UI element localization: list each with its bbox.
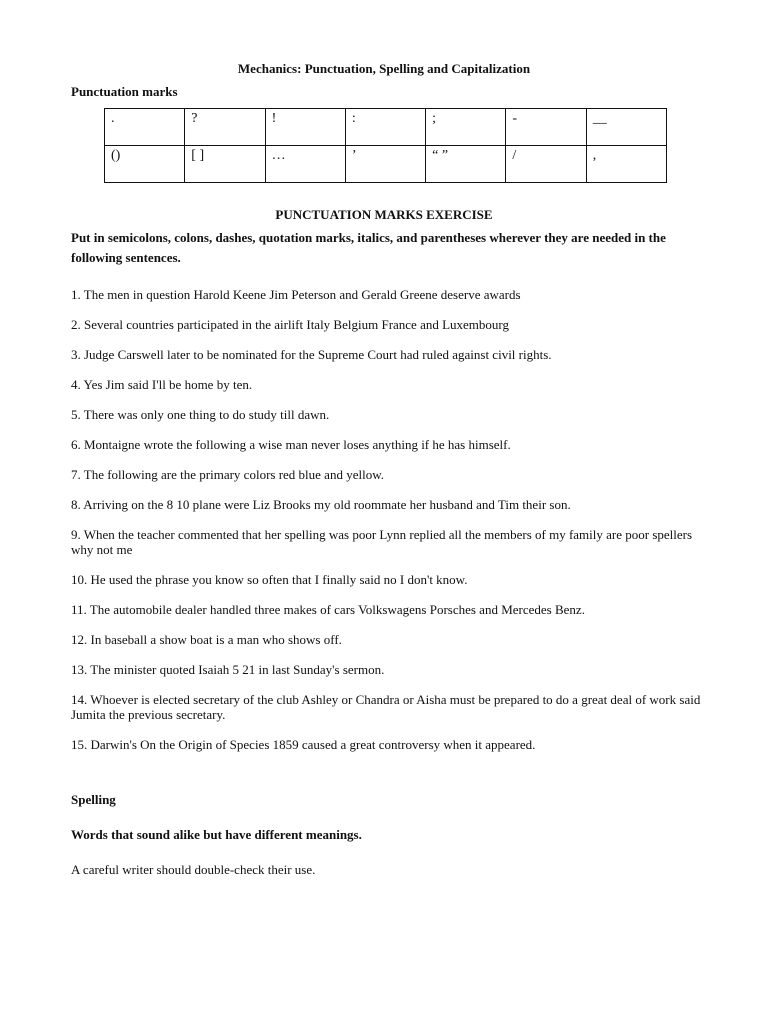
list-item: 9. When the teacher commented that her spelling was poor Lynn replied all the members of my family are poor spellers why not me: [71, 527, 693, 557]
mark-cell: …: [265, 146, 345, 183]
table-row: [105, 146, 667, 183]
list-item: 2. Several countries participated in the airlift Italy Belgium France and Luxembourg: [71, 317, 510, 332]
mark-cell: .: [105, 109, 185, 146]
list-item: 10. He used the phrase you know so often that I finally said no I don't know.: [71, 572, 468, 587]
list-item: 3. Judge Carswell later to be nominated for the Supreme Court had ruled against civil rights.: [71, 347, 552, 362]
mark-cell: ;: [426, 109, 506, 146]
mark-cell: [ ]: [185, 146, 265, 183]
list-item: 8. Arriving on the 8 10 plane were Liz Brooks my old roommate her husband and Tim their son.: [71, 497, 571, 512]
mark-cell: ,: [586, 146, 666, 183]
list-item: 11. The automobile dealer handled three makes of cars Volkswagens Porsches and Mercedes Benz.: [71, 602, 585, 617]
mark-cell: ?: [185, 109, 265, 146]
table-row: [105, 109, 667, 146]
punctuation-marks-heading: Punctuation marks: [71, 84, 178, 99]
mark-cell: __: [586, 109, 666, 146]
punctuation-marks-table: [104, 108, 667, 183]
mark-cell: “ ”: [426, 146, 506, 183]
list-item: 4. Yes Jim said I'll be home by ten.: [71, 377, 253, 392]
mark-cell: -: [506, 109, 586, 146]
mark-cell: /: [506, 146, 586, 183]
exercise-instructions: Put in semicolons, colons, dashes, quotation marks, italics, and parentheses wherever they are needed in the following sentences.: [71, 230, 666, 265]
list-item: 14. Whoever is elected secretary of the club Ashley or Chandra or Aisha must be prepared to do a great deal of work said Jumita the previous secretary.: [71, 692, 701, 722]
list-item: 15. Darwin's On the Origin of Species 1859 caused a great controversy when it appeared.: [71, 737, 536, 752]
document-title: Mechanics: Punctuation, Spelling and Capitalization: [237, 61, 531, 76]
list-item: 5. There was only one thing to do study till dawn.: [71, 407, 330, 422]
list-item: 1. The men in question Harold Keene Jim Peterson and Gerald Greene deserve awards: [71, 287, 521, 302]
homophones-note: A careful writer should double-check their use.: [71, 862, 316, 877]
exercise-sentence-list: [71, 287, 701, 767]
exercise-heading: PUNCTUATION MARKS EXERCISE: [275, 207, 493, 222]
list-item: 7. The following are the primary colors red blue and yellow.: [71, 467, 384, 482]
mark-cell: !: [265, 109, 345, 146]
mark-cell: (): [105, 146, 185, 183]
mark-cell: :: [345, 109, 425, 146]
list-item: 12. In baseball a show boat is a man who shows off.: [71, 632, 342, 647]
mark-cell: ’: [345, 146, 425, 183]
homophones-heading: Words that sound alike but have different meanings.: [71, 827, 362, 842]
list-item: 6. Montaigne wrote the following a wise man never loses anything if he has himself.: [71, 437, 511, 452]
list-item: 13. The minister quoted Isaiah 5 21 in last Sunday's sermon.: [71, 662, 385, 677]
spelling-heading: Spelling: [71, 792, 116, 807]
